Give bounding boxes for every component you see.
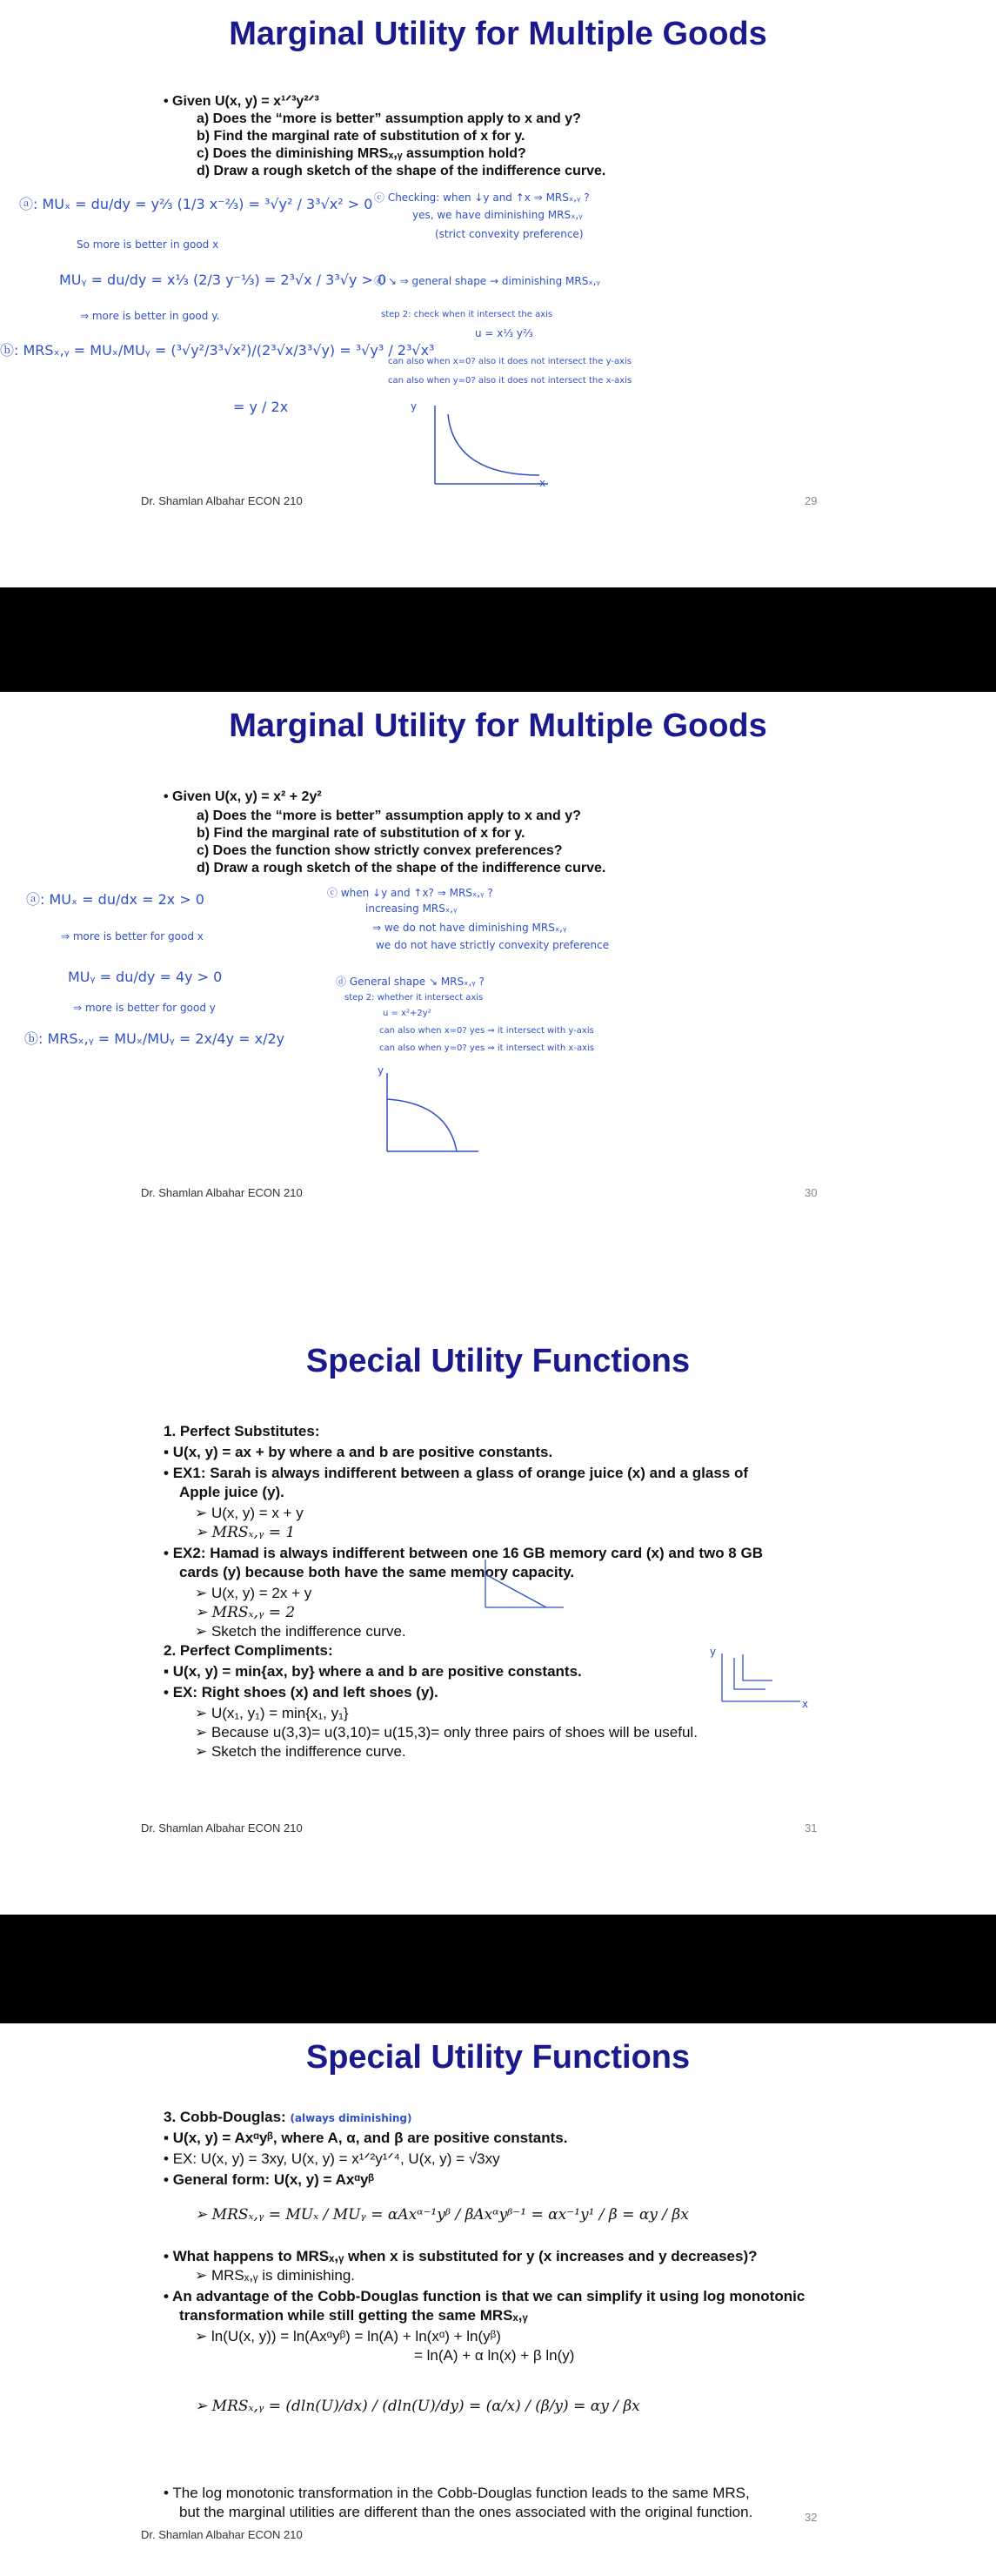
example-text: EX: Right shoes (x) and left shoes (y).	[172, 1684, 438, 1701]
sub-bullet-text: Because u(3,3)= u(3,10)= u(15,3)= only three pairs of shoes will be useful.	[211, 1724, 698, 1741]
handwritten-note: ⓐ: MUₓ = du/dx = 2x > 0	[26, 891, 204, 908]
slide-30	[0, 692, 996, 1279]
page-number: 30	[805, 1186, 818, 1199]
formula-text: U(x, y) = ax + by where a and b are positive constants.	[172, 1444, 553, 1460]
axis-label-y: y	[710, 1646, 717, 1658]
bullet-given: • Given U(x, y) = x¹ᐟ³y²ᐟ³	[164, 94, 319, 109]
sub-bullet-text: ln(U(x, y)) = ln(Axᵅyᵝ) = ln(A) + ln(xᵅ) + ln(yᵝ)	[211, 2328, 501, 2345]
question-text: What happens to MRSₓ,ᵧ when x is substituted for y (x increases and y decreases)?	[172, 2248, 758, 2264]
sub-bullet: ➢ U(x₁, y₁) = min{x₁, y₁}	[195, 1705, 349, 1721]
handwritten-note: increasing MRSₓ,ᵧ	[365, 902, 458, 915]
sub-bullet: ➢ MRSₓ,ᵧ = 2	[195, 1604, 296, 1621]
formula-line: ▪ U(x, y) = ax + by where a and b are positive constants.	[164, 1444, 553, 1460]
handwritten-note: u = x⅓ y⅔	[475, 327, 533, 339]
handwritten-note: So more is better in good x	[77, 238, 219, 251]
handwritten-note: = y / 2x	[233, 399, 289, 415]
handwritten-note: ⇒ more is better for good y	[73, 1002, 216, 1014]
example-line: • EX1: Sarah is always indifferent between a glass of orange juice (x) and a glass of	[164, 1465, 749, 1481]
conclusion-text: The log monotonic transformation in the Cobb-Douglas function leads to the same MRS,	[172, 2485, 750, 2501]
slide-29	[0, 0, 996, 587]
handwritten-note: can also when x=0? also it does not intersect the y-axis	[388, 357, 632, 366]
slide-divider	[0, 1915, 996, 2023]
question-b: b) Find the marginal rate of substitution of x for y.	[197, 129, 525, 144]
question-a: a) Does the “more is better” assumption apply to x and y?	[197, 111, 581, 126]
heading-cobb-douglas	[164, 2109, 412, 2126]
sub-bullet-cont: = ln(A) + α ln(x) + β ln(y)	[414, 2347, 575, 2364]
advantage-line-cont: transformation while still getting the same MRSₓ,ᵧ	[179, 2307, 528, 2324]
indifference-curve-sketch	[365, 1064, 487, 1160]
heading-perfect-substitutes: 1. Perfect Substitutes:	[164, 1423, 320, 1439]
question-c: c) Does the function show strictly convex preferences?	[197, 843, 563, 858]
slide-divider	[0, 587, 996, 692]
given-text: Given U(x, y) = x¹ᐟ³y²ᐟ³	[172, 94, 319, 109]
sub-bullet-text: Sketch the indifference curve.	[211, 1743, 406, 1760]
sub-bullet: ➢ ln(U(x, y)) = ln(Axᵅyᵝ) = ln(A) + ln(xᵅ) + ln(yᵝ)	[195, 2328, 501, 2345]
bullet-given: • Given U(x, y) = x² + 2y²	[164, 789, 322, 804]
sub-bullet-text: Sketch the indifference curve.	[211, 1623, 406, 1640]
slide-footer: Dr. Shamlan Albahar ECON 210	[141, 2528, 303, 2541]
mrs-derivation: ➢ MRSₓ,ᵧ = MUₓ / MUᵧ = αAxᵅ⁻¹yᵝ / βAxᵅyᵝ⁻¹ = αx⁻¹y¹ / β = αy / βx	[195, 2206, 689, 2224]
formula-line: ▪ U(x, y) = Axᵅyᵝ, where A, α, and β are positive constants.	[164, 2130, 568, 2146]
general-form-text: General form: U(x, y) = Axᵅyᵝ	[172, 2171, 375, 2188]
handwritten-note: ⓒ when ↓y and ↑x? ⇒ MRSₓ,ᵧ ?	[327, 887, 493, 899]
indifference-curve-sketch	[400, 397, 557, 493]
example-line-cont: cards (y) because both have the same memory capacity.	[179, 1564, 575, 1580]
sub-bullet: ➢ U(x, y) = x + y	[195, 1505, 304, 1521]
slide-title: Marginal Utility for Multiple Goods	[229, 708, 767, 744]
sub-bullet-text: U(x, y) = x + y	[211, 1505, 304, 1521]
slide-title: Special Utility Functions	[305, 1343, 691, 1379]
slide-31	[0, 1327, 996, 1915]
heading-text: 3. Cobb-Douglas:	[164, 2109, 286, 2125]
formula-text: U(x, y) = Axᵅyᵝ, where A, α, and β are positive constants.	[172, 2130, 568, 2146]
example-line: • EX2: Hamad is always indifferent between one 16 GB memory card (x) and two 8 GB	[164, 1545, 763, 1561]
handwritten-note: MUᵧ = du/dy = 4y > 0	[68, 969, 223, 985]
handwritten-note: u = x²+2y²	[383, 1009, 431, 1018]
handwritten-note: step 2: check when it intersect the axis	[381, 310, 553, 319]
mrs-log-derivation: ➢ MRSₓ,ᵧ = (dln(U)/dx) / (dln(U)/dy) = (α/x) / (β/y) = αy / βx	[195, 2398, 640, 2415]
question-c: c) Does the diminishing MRSₓ,ᵧ assumption hold?	[197, 146, 526, 161]
handwritten-note: MUᵧ = du/dy = x⅓ (2/3 y⁻⅓) = 2³√x / 3³√y > 0	[59, 272, 387, 288]
handwritten-note: (strict convexity preference)	[435, 228, 584, 240]
slide-footer: Dr. Shamlan Albahar ECON 210	[141, 1821, 303, 1835]
example-text: EX: U(x, y) = 3xy, U(x, y) = x¹ᐟ²y¹ᐟ⁴, U(x, y) = √3xy	[172, 2150, 500, 2167]
sub-bullet: ➢ Sketch the indifference curve.	[195, 1623, 406, 1640]
axis-label-y: y	[378, 1064, 384, 1077]
handwritten-note: can also when y=0? yes ⇒ it intersect with x-axis	[379, 1043, 594, 1053]
conclusion-line: • The log monotonic transformation in the Cobb-Douglas function leads to the same MRS,	[164, 2485, 750, 2501]
sub-bullet: ➢ MRSₓ,ᵧ is diminishing.	[195, 2267, 355, 2284]
example-line: • EX: U(x, y) = 3xy, U(x, y) = x¹ᐟ²y¹ᐟ⁴, U(x, y) = √3xy	[164, 2150, 500, 2167]
handwritten-note: ⇒ more is better in good y.	[80, 310, 220, 322]
handwritten-note: ⇒ we do not have diminishing MRSₓ,ᵧ	[372, 922, 567, 934]
complements-sketch	[713, 1649, 809, 1710]
conclusion-line-cont: but the marginal utilities are different than the ones associated with the original function.	[179, 2504, 753, 2520]
handwritten-note: we do not have strictly convexity preference	[376, 939, 610, 951]
general-form-line: • General form: U(x, y) = Axᵅyᵝ	[164, 2171, 375, 2188]
heading-perfect-compliments: 2. Perfect Compliments:	[164, 1642, 333, 1659]
example-text: EX2: Hamad is always indifferent between one 16 GB memory card (x) and two 8 GB	[172, 1545, 763, 1561]
mrs-log-text: MRSₓ,ᵧ = (dln(U)/dx) / (dln(U)/dy) = (α/x) / (β/y) = αy / βx	[211, 2398, 640, 2415]
sub-bullet-text: MRSₓ,ᵧ is diminishing.	[211, 2267, 355, 2284]
handwritten-note: can also when y=0? also it does not intersect the x-axis	[388, 376, 632, 386]
handwritten-note: ⓓ General shape ↘ MRSₓ,ᵧ ?	[336, 976, 485, 988]
sub-bullet-text: MRSₓ,ᵧ = 1	[211, 1524, 296, 1541]
slide-footer: Dr. Shamlan Albahar ECON 210	[141, 494, 303, 507]
question-line: • What happens to MRSₓ,ᵧ when x is substituted for y (x increases and y decreases)?	[164, 2248, 758, 2264]
page-number: 31	[805, 1821, 818, 1835]
slide-32	[0, 2023, 996, 2576]
question-b: b) Find the marginal rate of substitution of x for y.	[197, 826, 525, 841]
formula-line: ▪ U(x, y) = min{ax, by} where a and b are positive constants.	[164, 1663, 582, 1680]
question-d: d) Draw a rough sketch of the shape of the indifference curve.	[197, 861, 606, 875]
advantage-text: An advantage of the Cobb-Douglas function is that we can simplify it using log monotonic	[172, 2288, 805, 2304]
mrs-derivation-text: MRSₓ,ᵧ = MUₓ / MUᵧ = αAxᵅ⁻¹yᵝ / βAxᵅyᵝ⁻¹ = αx⁻¹y¹ / β = αy / βx	[211, 2206, 689, 2224]
handwritten-note: ⓓ ↘ ⇒ general shape → diminishing MRSₓ,ᵧ	[374, 275, 600, 287]
handwritten-note: ⓑ: MRSₓ,ᵧ = MUₓ/MUᵧ = 2x/4y = x/2y	[24, 1030, 285, 1047]
handwritten-note: ⓐ: MUₓ = du/dy = y⅔ (1/3 x⁻⅔) = ³√y² / 3³√x² > 0	[19, 196, 373, 212]
slide-footer: Dr. Shamlan Albahar ECON 210	[141, 1186, 303, 1199]
handwritten-note: yes, we have diminishing MRSₓ,ᵧ	[412, 209, 583, 221]
formula-text: U(x, y) = min{ax, by} where a and b are positive constants.	[172, 1663, 582, 1680]
handwritten-note: ⇒ more is better for good x	[61, 930, 204, 943]
example-text: EX1: Sarah is always indifferent between a glass of orange juice (x) and a glass of	[172, 1465, 749, 1481]
example-line-cont: Apple juice (y).	[179, 1484, 284, 1500]
sub-bullet: ➢ MRSₓ,ᵧ = 1	[195, 1524, 296, 1541]
substitutes-sketch	[477, 1555, 572, 1616]
handwritten-note: step 2: whether it intersect axis	[344, 993, 484, 1003]
page-number: 29	[805, 494, 818, 507]
sub-bullet-text: U(x, y) = 2x + y	[211, 1585, 312, 1601]
page-number: 32	[805, 2511, 818, 2524]
advantage-line: • An advantage of the Cobb-Douglas function is that we can simplify it using log monotonic	[164, 2288, 805, 2304]
sub-bullet: ➢ Sketch the indifference curve.	[195, 1743, 406, 1760]
question-a: a) Does the “more is better” assumption apply to x and y?	[197, 808, 581, 823]
given-text: Given U(x, y) = x² + 2y²	[172, 789, 322, 804]
slide-title: Marginal Utility for Multiple Goods	[229, 16, 767, 52]
handwritten-note: ⓑ: MRSₓ,ᵧ = MUₓ/MUᵧ = (³√y²/3³√x²)/(2³√x/3³√y) = ³√y³ / 2³√x³	[0, 342, 435, 359]
axis-label-x: x	[802, 1698, 809, 1710]
sub-bullet: ➢ U(x, y) = 2x + y	[195, 1585, 312, 1601]
handwritten-note: ⓒ Checking: when ↓y and ↑x ⇒ MRSₓ,ᵧ ?	[374, 191, 590, 204]
sub-bullet-text: MRSₓ,ᵧ = 2	[211, 1604, 296, 1621]
axis-label-x: x	[539, 477, 546, 489]
sub-bullet: ➢ Because u(3,3)= u(3,10)= u(15,3)= only three pairs of shoes will be useful.	[195, 1724, 698, 1741]
sub-bullet-text: U(x₁, y₁) = min{x₁, y₁}	[211, 1705, 349, 1721]
handwritten-note: can also when x=0? yes ⇒ it intersect with y-axis	[379, 1026, 594, 1036]
axis-label-y: y	[411, 400, 418, 413]
handwritten-note: (always diminishing)	[290, 2112, 412, 2124]
question-d: d) Draw a rough sketch of the shape of the indifference curve.	[197, 164, 606, 178]
example-line: • EX: Right shoes (x) and left shoes (y).	[164, 1684, 438, 1701]
slide-title: Special Utility Functions	[305, 2039, 691, 2076]
